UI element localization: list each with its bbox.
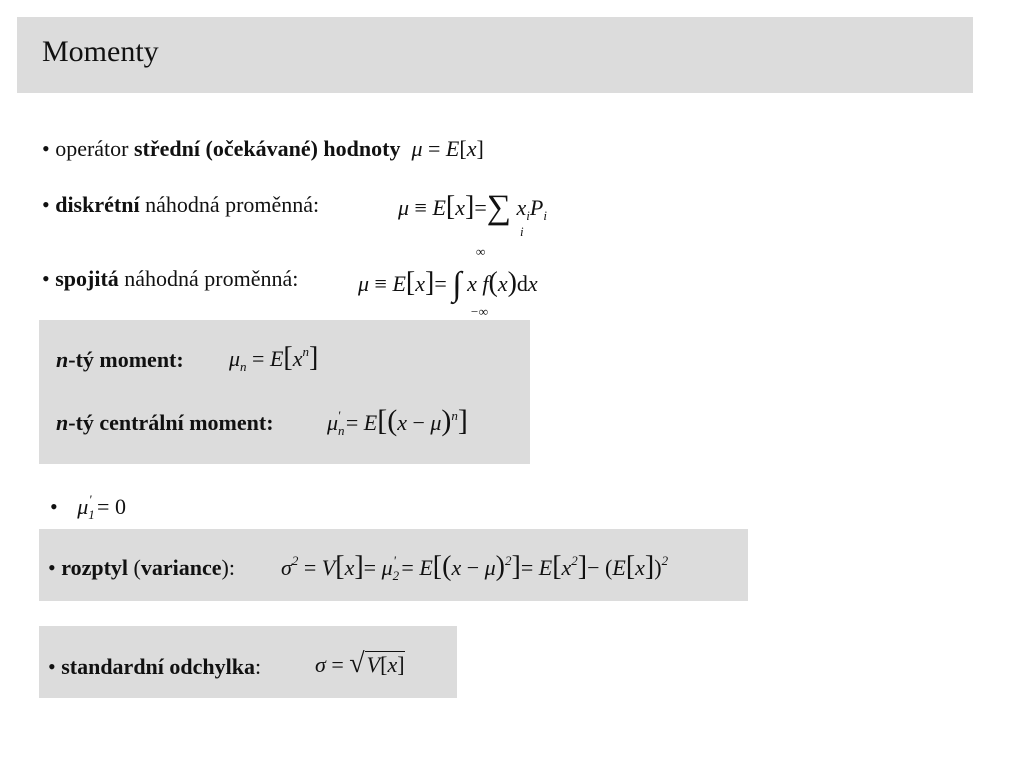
variance-label: • rozptyl (variance): [48, 555, 235, 580]
formula-continuous: μ ≡ E[x]= ∫ x f(x)dx ∞ −∞ [358, 244, 538, 319]
line-first-central-moment: • $\mu_1' = 0$ [50, 492, 126, 522]
bullet: • [50, 494, 58, 519]
nth-moment-label: n-tý moment: [56, 347, 184, 372]
bullet: • [42, 266, 50, 291]
line2-bold: diskrétní [55, 192, 140, 217]
line1-prefix: operátor [55, 136, 129, 161]
bullet: • [48, 555, 56, 580]
line3-rest: náhodná proměnná: [124, 266, 299, 291]
bullet: • [42, 136, 50, 161]
formula-discrete: μ ≡ E[x]=∑ $x_iP_i$ i [398, 189, 547, 239]
line3-bold: spojitá [55, 266, 119, 291]
formula-nth-moment: $\mu_n = E[x^n]$ [229, 342, 319, 374]
formula-mean: μ = E[x] [405, 136, 484, 161]
std-dev-label: • standardní odchylka: [48, 654, 262, 679]
n-symbol: n [56, 347, 69, 372]
bullet: • [48, 654, 56, 679]
moments-box [39, 320, 530, 464]
title-bar [17, 17, 973, 93]
line-expected-value [42, 136, 484, 162]
formula-nth-central-moment: $\mu_n' = E[(x - \mu)^n]$ [327, 404, 468, 438]
formula-variance: $\sigma^2 = V[x]= \mu_2' = E[(x - \mu)^2]= E[x^2]- (E[x])^2$ [281, 551, 669, 583]
formula-std-dev: σ = √V[x] [315, 648, 405, 679]
line2-rest: náhodná proměnná: [145, 192, 320, 217]
nth-central-moment-label: n-tý centrální moment: [56, 410, 274, 435]
variance-box [39, 529, 748, 601]
line-continuous [42, 266, 298, 292]
line-discrete [42, 192, 319, 218]
bullet: • [42, 192, 50, 217]
line1-bold: střední (očekávané) hodnoty [134, 136, 401, 161]
page-title: Momenty [42, 35, 159, 68]
std-dev-box [39, 626, 457, 698]
n-symbol: n [56, 410, 69, 435]
